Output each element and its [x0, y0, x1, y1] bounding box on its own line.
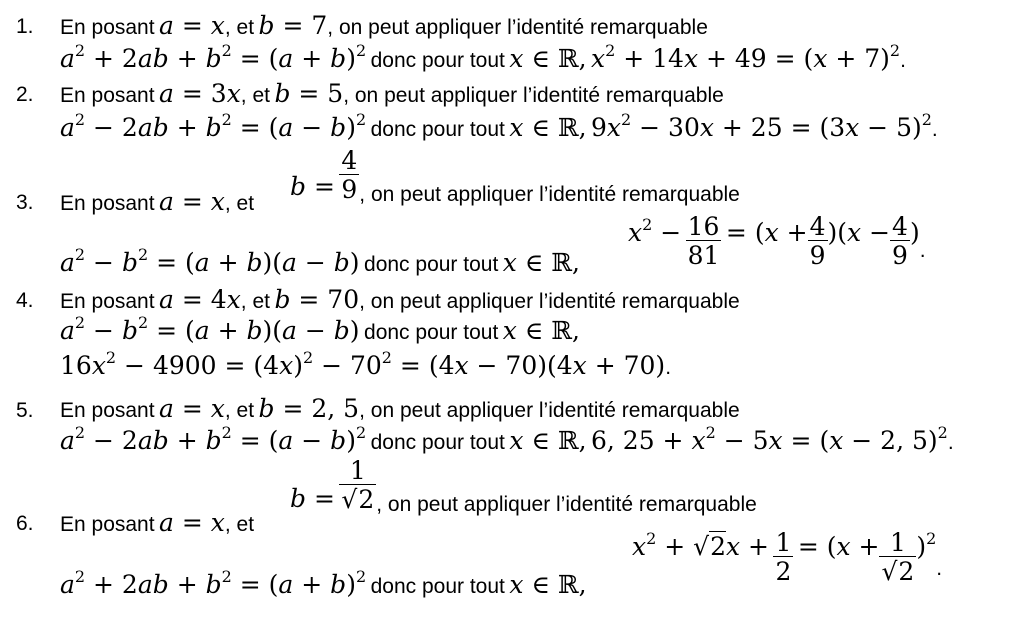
math-result: $9x^2 - 30x + 25 = (3x - 5)^2$ [591, 110, 932, 142]
math-a-4x: a = 4x [159, 285, 241, 314]
item-text: , on peut appliquer l’identité remarquable [376, 493, 757, 517]
fraction-4-9: $\frac{4}{9}$ [341, 146, 358, 204]
item-text: , on peut appliquer l’identité remarquable [359, 183, 740, 207]
math-a-x: a = x [159, 508, 225, 537]
item-4-line-1 [60, 287, 740, 312]
item-text: donc pour tout [370, 431, 505, 454]
math-b-7: b = 7 [258, 11, 328, 40]
item-text: , et [224, 192, 255, 215]
item-number: 1. [16, 15, 34, 38]
item-text: , et [224, 399, 255, 422]
math-b-70: b = 70 [274, 285, 360, 314]
math-b-1-sqrt2: b = $\frac{1}{√2}$ , on peut appliquer l’identité remarquable [290, 456, 757, 517]
item-text: donc pour tout [370, 49, 505, 72]
math-result: $x^2 + 14x + 49 = (x + 7)^2$ [591, 41, 901, 73]
item-text: , on peut appliquer l’identité remarquable [359, 290, 740, 313]
math-identity: $a^2 + 2ab + b^2 = (a + b)^2$ [60, 567, 367, 599]
item-text: , on peut appliquer l’identité remarquable [359, 399, 740, 422]
item-text: . [931, 118, 938, 141]
math-result-3: $x^2$ − $\frac{16}{81}$ = (x + $\frac{4}{9}$ )(x − $\frac{4}{9}$ ). [628, 212, 926, 270]
item-2-line-1 [60, 81, 724, 106]
item-1-line-2 [60, 41, 906, 73]
item-text: donc pour tout [364, 321, 499, 344]
math-identity: $a^2 - 2ab + b^2 = (a - b)^2$ [60, 423, 367, 455]
item-text: , et [224, 16, 255, 39]
item-4-line-2 [60, 313, 580, 345]
math-x-in-r: x ∈ ℝ, [509, 113, 587, 142]
math-x-in-r: x ∈ ℝ, [509, 570, 587, 599]
item-number: 6. [16, 512, 34, 535]
item-4-line-3 [60, 348, 672, 380]
item-text: donc pour tout [370, 118, 505, 141]
item-5-line-1 [60, 396, 740, 421]
item-number: 2. [16, 83, 34, 106]
item-number: 4. [16, 289, 34, 312]
item-text: , on peut appliquer l’identité remarquable [327, 16, 708, 39]
math-identity: $a^2 - 2ab + b^2 = (a - b)^2$ [60, 110, 367, 142]
item-6-line-2 [60, 567, 587, 599]
math-x-in-r: x ∈ ℝ, [502, 248, 580, 277]
fraction-1-sqrt2: $\frac{1}{√2}$ [341, 456, 375, 514]
item-text: donc pour tout [364, 253, 499, 276]
item-6-line-1 [60, 510, 254, 535]
math-a-3x: a = 3x [159, 79, 241, 108]
item-text: . [936, 557, 943, 581]
item-text: . [900, 49, 906, 72]
math-a-x: a = x [159, 187, 225, 216]
item-text: En posant [60, 84, 155, 107]
math-b-5: b = 5 [274, 79, 344, 108]
math-x-in-r: x ∈ ℝ, [509, 426, 587, 455]
item-5-line-2 [60, 423, 954, 455]
item-text: . [665, 356, 672, 379]
math-a-x: a = x [159, 11, 225, 40]
math-x-in-r: x ∈ ℝ, [509, 44, 587, 73]
math-result: $16x^2 - 4900 = (4x)^2 - 70^2 = (4x - 70)(4x + 70)$ [60, 348, 666, 380]
math-result-6: $x^2 + √2x$ + $\frac{1}{2}$ = (x + $\frac{1}{√2}$ )$^2$. [632, 528, 943, 586]
item-1-line-1 [60, 13, 708, 38]
item-text: , on peut appliquer l’identité remarquable [343, 84, 724, 107]
item-text: En posant [60, 16, 155, 39]
math-identity: $a^2 - b^2 = (a + b)(a - b)$ [60, 313, 360, 345]
item-3-line-1 [60, 189, 254, 214]
math-identity: $a^2 + 2ab + b^2 = (a + b)^2$ [60, 41, 367, 73]
item-text: En posant [60, 399, 155, 422]
item-text: . [947, 431, 954, 454]
item-number: 3. [16, 191, 34, 214]
item-text: , et [240, 290, 270, 313]
item-text: En posant [60, 290, 155, 313]
math-identity: $a^2 - b^2 = (a + b)(a - b)$ [60, 245, 360, 277]
math-x-in-r: x ∈ ℝ, [502, 316, 580, 345]
item-text: donc pour tout [370, 575, 505, 598]
math-result: 6, $25 + x^2 - 5x = (x - 2$, 5)$^2$ [591, 423, 948, 455]
item-text: En posant [60, 513, 155, 536]
item-text: En posant [60, 192, 155, 215]
item-3-line-2 [60, 245, 580, 277]
item-text: , et [224, 513, 255, 536]
math-b-2-5: b = 2, 5 [258, 394, 360, 423]
item-2-line-2 [60, 110, 938, 142]
item-text: . [919, 239, 926, 263]
math-a-x: a = x [159, 394, 225, 423]
math-b-4-9: b = $\frac{4}{9}$ , on peut appliquer l’identité remarquable [290, 146, 740, 207]
item-number: 5. [16, 399, 34, 422]
item-text: , et [240, 84, 270, 107]
